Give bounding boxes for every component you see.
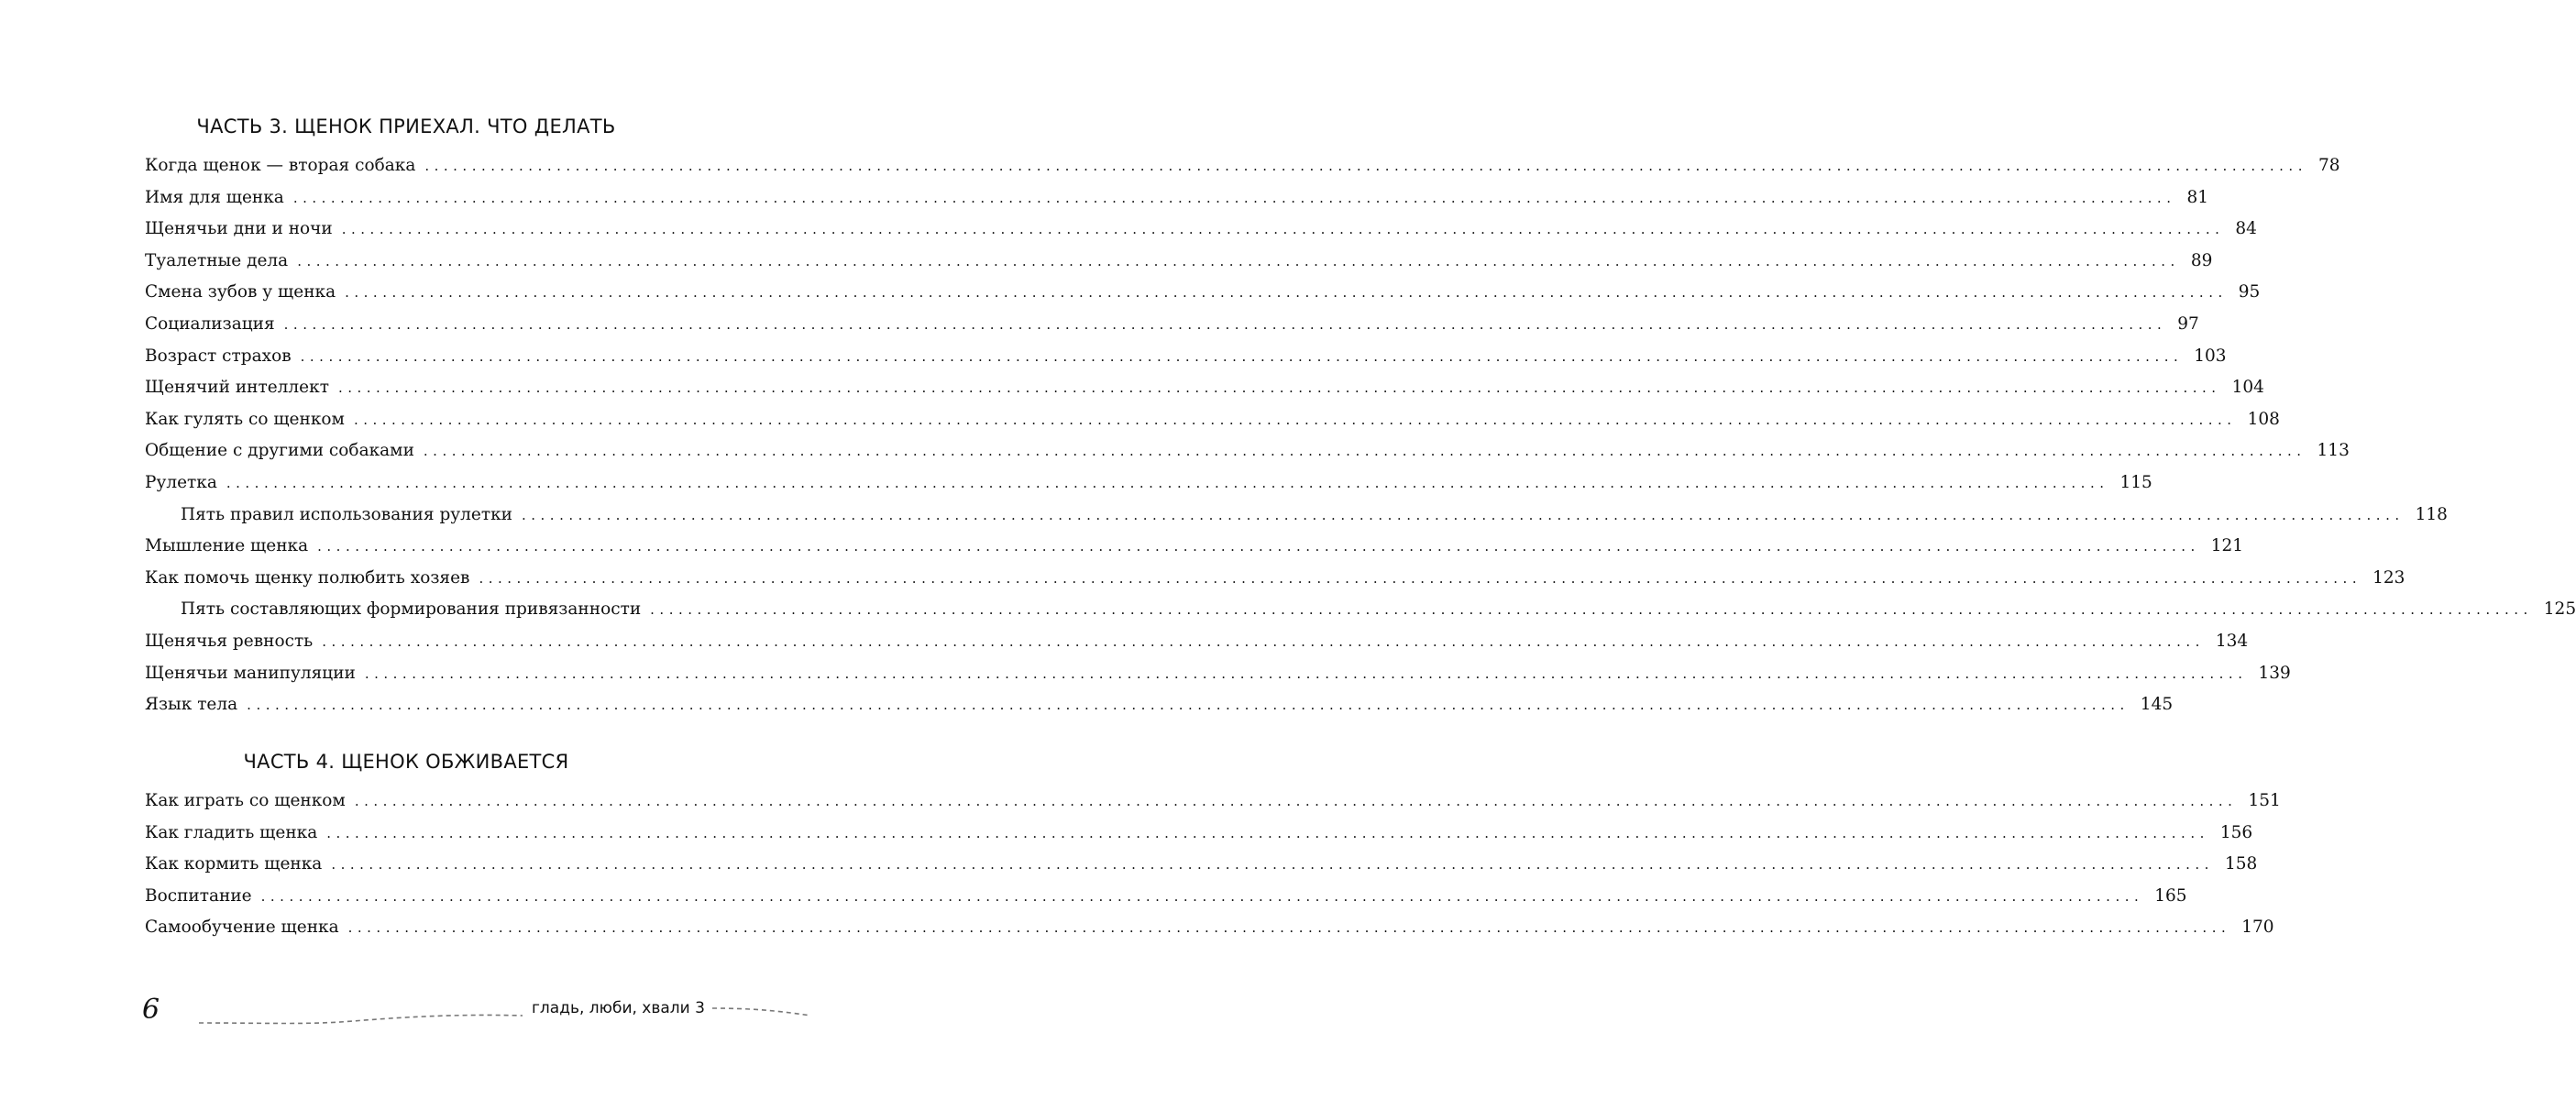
part3-title: ЧАСТЬ 3. ЩЕНОК ПРИЕХАЛ. ЧТО ДЕЛАТЬ [196, 115, 616, 137]
toc-entry [145, 885, 2187, 918]
dot-leader: ........................................................................................................................................................................................................ [650, 601, 2533, 619]
toc-entry-page: 134 [2215, 631, 2249, 651]
toc-entry-title: Язык тела [145, 695, 238, 715]
toc-entry-title: Щенячий интеллект [145, 378, 329, 398]
decorative-dashed-wave-right [710, 1003, 812, 1021]
part3-toc-list [145, 156, 2576, 727]
toc-entry [145, 187, 2209, 220]
toc-entry [145, 219, 2257, 251]
toc-entry [145, 536, 2244, 568]
toc-entry [145, 663, 2291, 696]
toc-entry [145, 441, 2350, 473]
dot-leader: ........................................................................................................................................................................................................ [283, 315, 2167, 333]
dot-leader: ........................................................................................................................................................................................................ [297, 252, 2180, 269]
toc-entry [145, 791, 2281, 823]
toc-entry-page: 123 [2372, 567, 2405, 588]
dot-leader: ........................................................................................................................................................................................................ [364, 665, 2248, 682]
running-title: гладь, люби, хвали 3 [532, 999, 705, 1017]
toc-entry-page: 151 [2248, 791, 2281, 810]
toc-entry-page: 118 [2415, 504, 2448, 524]
dot-leader: ........................................................................................................................................................................................................ [424, 158, 2307, 174]
toc-entry [145, 346, 2227, 379]
toc-entry [145, 472, 2152, 505]
toc-entry-page: 113 [2317, 441, 2350, 461]
toc-entry-title: Социализация [145, 313, 275, 334]
toc-entry-title: Щенячьи дни и ночи [145, 219, 333, 239]
dot-leader: ........................................................................................................................................................................................................ [337, 379, 2221, 397]
page-number: 6 [142, 994, 160, 1026]
toc-entry-title: Общение с другими собаками [145, 441, 414, 461]
dot-leader: ........................................................................................................................................................................................................ [345, 284, 2228, 302]
toc-entry-title: Пять составляющих формирования привязанности [181, 599, 642, 620]
toc-entry [145, 282, 2261, 314]
toc-entry-page: 104 [2231, 378, 2264, 398]
dot-leader: ........................................................................................................................................................................................................ [322, 632, 2205, 650]
dot-leader: ........................................................................................................................................................................................................ [522, 506, 2405, 523]
dot-leader: ........................................................................................................................................................................................................ [353, 411, 2237, 428]
dot-leader: ........................................................................................................................................................................................................ [226, 474, 2109, 491]
toc-entry-page: 84 [2235, 219, 2257, 239]
toc-entry-title: Самообучение щенка [145, 918, 339, 938]
toc-entry [145, 250, 2213, 283]
toc-entry [145, 822, 2253, 855]
toc-entry-title: Имя для щенка [145, 187, 284, 207]
dot-leader: ........................................................................................................................................................................................................ [354, 793, 2238, 809]
toc-entry-title: Как гулять со щенком [145, 409, 345, 429]
toc-entry-title: Мышление щенка [145, 536, 309, 556]
toc-entry [145, 695, 2174, 727]
toc-entry-title: Пять правил использования рулетки [181, 504, 512, 524]
toc-entry [145, 156, 2340, 188]
toc-entry-page: 81 [2186, 187, 2209, 207]
toc-entry-title: Рулетка [145, 472, 217, 492]
dot-leader: ........................................................................................................................................................................................................ [300, 347, 2184, 365]
toc-entry-page: 121 [2210, 536, 2244, 556]
toc-entry-page: 95 [2238, 282, 2261, 302]
dot-leader: ........................................................................................................................................................................................................ [317, 538, 2200, 555]
toc-entry-title: Как играть со щенком [145, 791, 346, 810]
toc-entry-title: Как гладить щенка [145, 822, 318, 842]
toc-entry-page: 125 [2543, 599, 2576, 620]
toc-entry-title: Как кормить щенка [145, 854, 323, 874]
part4-toc-list [145, 791, 2281, 950]
toc-entry-title: Щенячья ревность [145, 631, 314, 651]
dot-leader: ........................................................................................................................................................................................................ [292, 189, 2176, 206]
toc-entry [145, 631, 2249, 664]
toc-entry-page: 103 [2194, 346, 2227, 366]
toc-entry-page: 89 [2190, 250, 2213, 270]
dot-leader: ........................................................................................................................................................................................................ [423, 443, 2306, 460]
toc-entry-page: 115 [2119, 472, 2152, 492]
toc-entry-title: Туалетные дела [145, 250, 289, 270]
toc-entry-page: 158 [2224, 854, 2258, 874]
dot-leader: ........................................................................................................................................................................................................ [341, 221, 2225, 238]
toc-entry [145, 378, 2264, 410]
part4-title: ЧАСТЬ 4. ЩЕНОК ОБЖИВАЕТСЯ [243, 751, 569, 773]
toc-entry-title: Когда щенок — вторая собака [145, 156, 416, 175]
toc-entry [145, 409, 2280, 442]
toc-entry-page: 78 [2317, 156, 2340, 175]
dot-leader: ........................................................................................................................................................................................................ [331, 856, 2214, 874]
toc-entry-page: 139 [2258, 663, 2291, 683]
toc-entry-page: 165 [2154, 885, 2187, 906]
toc-entry [145, 567, 2405, 600]
dot-leader: ........................................................................................................................................................................................................ [260, 887, 2144, 905]
toc-entry-page: 97 [2177, 313, 2199, 334]
toc-entry-title: Как помочь щенку полюбить хозяев [145, 567, 470, 588]
toc-entry [145, 313, 2199, 346]
toc-entry-title: Воспитание [145, 885, 252, 906]
dot-leader: ........................................................................................................................................................................................................ [326, 824, 2209, 841]
toc-subentry [145, 504, 2448, 537]
toc-entry-page: 145 [2140, 695, 2174, 715]
dot-leader: ........................................................................................................................................................................................................ [247, 697, 2130, 714]
toc-entry-page: 108 [2247, 409, 2280, 429]
dot-leader: ........................................................................................................................................................................................................ [347, 919, 2231, 937]
toc-entry [145, 918, 2274, 950]
toc-entry-title: Смена зубов у щенка [145, 282, 336, 302]
toc-entry-title: Щенячьи манипуляции [145, 663, 356, 683]
toc-subentry [145, 599, 2576, 632]
decorative-dashed-wave [197, 1006, 523, 1028]
dot-leader: ........................................................................................................................................................................................................ [479, 569, 2362, 587]
toc-entry-page: 170 [2241, 918, 2274, 938]
toc-entry [145, 854, 2258, 886]
toc-entry-page: 156 [2219, 822, 2253, 842]
toc-entry-title: Возраст страхов [145, 346, 292, 366]
